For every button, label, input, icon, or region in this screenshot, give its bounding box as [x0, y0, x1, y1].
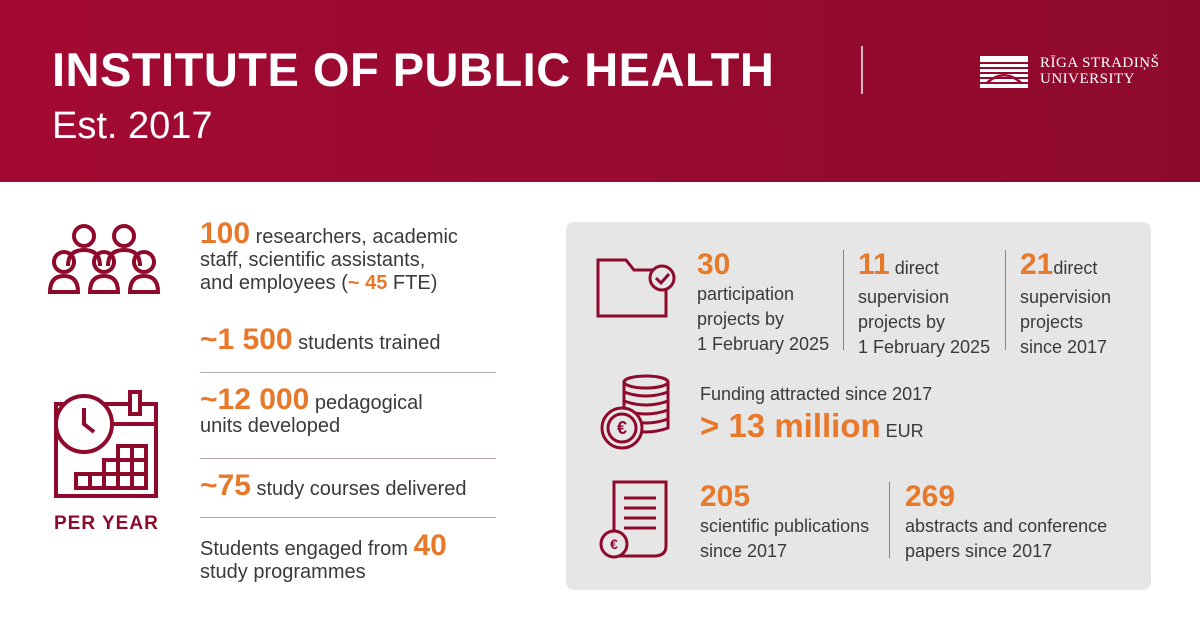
publications-stat [700, 480, 869, 564]
direct-supervision-since-line-2: projects [1020, 312, 1084, 332]
panel-divider [889, 482, 890, 558]
researchers-text-2: staff, scientific assistants, [200, 249, 426, 271]
fte-number: ~ 45 [347, 272, 388, 294]
funding-amount: > 13 million [700, 407, 881, 444]
students-text: students trained [292, 332, 441, 354]
per-year-label: PER YEAR [54, 513, 159, 534]
svg-text:€: € [610, 536, 618, 552]
logo-line-1: RĪGA STRADIŅŠ [1040, 55, 1160, 71]
researchers-text-3b: FTE) [387, 272, 438, 294]
direct-supervision-projects-stat [858, 248, 990, 360]
courses-text: study courses delivered [250, 478, 467, 500]
researchers-text-3a: and employees ( [200, 272, 348, 294]
header-divider [861, 46, 863, 94]
funding-unit: EUR [880, 421, 924, 441]
participation-projects-stat [697, 248, 829, 357]
students-stat [200, 323, 441, 356]
participation-projects-line-1: participation [697, 284, 795, 304]
direct-supervision-since-line-1: supervision [1020, 287, 1112, 307]
coins-euro-icon [598, 372, 674, 452]
researchers-stat [200, 217, 458, 295]
direct-supervision-number: 11 [858, 248, 890, 281]
participation-projects-number: 30 [697, 248, 731, 281]
publications-line-2: since 2017 [700, 541, 788, 561]
direct-supervision-since-line-3: since 2017 [1020, 337, 1108, 357]
panel-divider [1005, 250, 1006, 350]
logo-line-2: UNIVERSITY [1040, 71, 1135, 87]
units-number: ~12 000 [200, 383, 310, 416]
units-stat [200, 383, 423, 438]
courses-number: ~75 [200, 469, 251, 502]
direct-supervision-since-stat [1020, 248, 1111, 360]
programmes-number: 40 [413, 529, 447, 562]
direct-supervision-since-number: 21 [1020, 248, 1054, 281]
participation-projects-line-3: 1 February 2025 [697, 334, 830, 354]
researchers-number: 100 [200, 217, 251, 250]
direct-supervision-word: direct [889, 258, 939, 278]
programmes-stat [200, 529, 447, 584]
direct-supervision-line-3: 1 February 2025 [858, 337, 991, 357]
divider-line [200, 458, 496, 459]
direct-supervision-since-word: direct [1053, 258, 1098, 278]
abstracts-line-2: papers since 2017 [905, 541, 1053, 561]
direct-supervision-line-1: supervision [858, 287, 950, 307]
funding-stat [700, 382, 932, 450]
document-euro-icon [598, 478, 674, 560]
units-text-1: pedagogical [309, 392, 423, 414]
publications-line-1: scientific publications [700, 516, 870, 536]
programmes-text-2: study programmes [200, 561, 366, 583]
logo-text [1040, 55, 1159, 87]
svg-text:€: € [616, 418, 628, 438]
direct-supervision-line-2: projects by [858, 312, 946, 332]
divider-line [200, 372, 496, 373]
funding-label: Funding attracted since 2017 [700, 384, 933, 404]
people-group-icon [48, 222, 160, 296]
folder-check-icon [596, 256, 678, 320]
researchers-text-1: researchers, academic [250, 226, 458, 248]
programmes-text: Students engaged from [200, 538, 414, 560]
panel-divider [843, 250, 844, 350]
abstracts-number: 269 [905, 480, 956, 513]
abstracts-stat [905, 480, 1107, 564]
publications-number: 205 [700, 480, 751, 513]
participation-projects-line-2: projects by [697, 309, 785, 329]
units-text-2: units developed [200, 415, 341, 437]
students-number: ~1 500 [200, 323, 293, 356]
page-title: INSTITUTE OF PUBLIC HEALTH [52, 43, 775, 96]
divider-line [200, 517, 496, 518]
abstracts-line-1: abstracts and conference [905, 516, 1108, 536]
header-banner [0, 0, 1200, 182]
calendar-clock-icon [48, 390, 160, 502]
courses-stat [200, 469, 467, 502]
page-subtitle: Est. 2017 [52, 105, 213, 147]
